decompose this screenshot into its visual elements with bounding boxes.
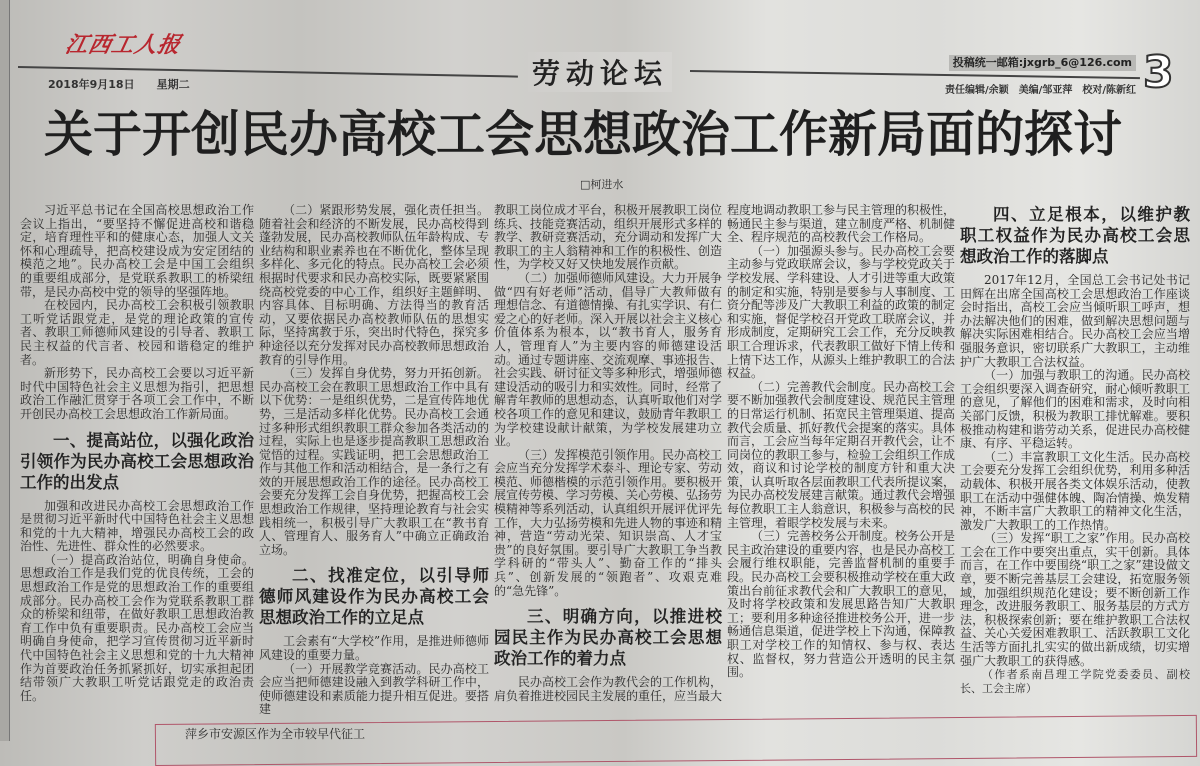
column-4 xyxy=(727,204,955,680)
paragraph: 2017年12月，全国总工会书记处书记田辉在出席全国高校工会思想政治工作座谈会时指出，高校工会应当倾听职工呼声，想办法解决他们的困难，做到解决思想问题与解决实际困难相结合。民办高校工会应当增强服务意识，密切联系广大教职工，主动维护广大教职工合法权益。 xyxy=(960,273,1190,369)
editor-in-charge: 责任编辑/余颖 xyxy=(945,85,1009,96)
paragraph: 教职工岗位成才平台，积极开展教职工岗位练兵、技能竞赛活动，组织开展形式多样的教学、教研竞赛活动，充分调动和发挥广大教职工的主人翁精神和工作的积极性、创造性，为学校又好又快地发展作贡献。 xyxy=(494,203,723,272)
header-rule-right xyxy=(690,70,1140,79)
newspaper-logo: 江西工人报 xyxy=(62,32,184,58)
paragraph: （三）发挥模范引领作用。民办高校工会应当充分发挥学术泰斗、理论专家、劳动模范、师德楷模的示范引领作用。要积极开展宣传劳模、学习劳模、关心劳模、弘扬劳模精神等系列活动，认真组织开展评优评先工作，大力弘扬劳模和先进人物的事迹和精神，营造“劳动光荣、知识崇高、人才宝贵”的良好氛围。要引导广大教职工争当教学科研的“带头人”、勤奋工作的“排头兵”、创新发展的“领跑者”、攻艰克难的“急先锋”。 xyxy=(494,447,723,598)
column-5 xyxy=(960,204,1190,695)
editor-credits xyxy=(935,84,1136,97)
bottom-article-frame xyxy=(155,715,1197,766)
next-article-snippet: 萍乡市安源区作为全市较早代征工 xyxy=(185,727,366,741)
paragraph: 工会素有“大学校”作用，是推进师德师风建设的重要力量。 xyxy=(259,634,489,663)
submission-email: 投稿统一邮箱:jxgrb_6@126.com xyxy=(949,55,1136,71)
issue-date xyxy=(48,76,212,92)
column-2-body-2 xyxy=(259,635,489,717)
section-heading-4: 四、立足根本，以维护教职工权益作为民办高校工会思想政治工作的落脚点 xyxy=(960,205,1190,266)
column-2 xyxy=(259,204,489,717)
paragraph: （三）发挥“职工之家”作用。民办高校工会在工作中要突出重点，实干创新。具体而言，在工作中要围绕“职工之家”建设做文章，要不断完善基层工会建设，拓宽服务领域，加强组织规范化建设；要不断创新工作理念，改进服务教职工、服务基层的方式方法，积极探索创新；要在维护教职工合法权益、关心关爱困难教职工、活跃教职工文化生活等方面扎扎实实的做出新成绩，切实增强广大教职工的获得感。 xyxy=(960,531,1190,668)
column-3-body xyxy=(494,204,722,598)
column-5-body xyxy=(960,274,1190,695)
column-1-body xyxy=(20,500,254,704)
article-title: 关于开创民办高校工会思想政治工作新局面的探讨 xyxy=(44,106,1123,163)
column-2-body xyxy=(259,204,489,557)
proofreader: 校对/陈新红 xyxy=(1082,85,1136,96)
section-heading-2: 二、找准定位，以引导师德师风建设作为民办高校工会思想政治工作的立足点 xyxy=(259,566,489,628)
column-4-body xyxy=(727,204,955,680)
author-note: （作者系南昌理工学院党委委员、副校长、工会主席） xyxy=(960,668,1190,695)
column-3-body-2 xyxy=(494,676,722,703)
paragraph: （三）完善校务公开制度。校务公开是民主政治建设的重要内容，也是民办高校工会履行维权职能，完善监督机制的重要手段。民办高校工会要积极推动学校在重大政策出台前征求教代会和广大教职工的意见，及时将学校政策和发展思路告知广大教职工；要利用多种途径推进校务公开，进一步畅通信息渠道，促进学校上下沟通，保障教职工对学校工作的知情权、参与权、表达权、监督权，努力营造公开透明的民主氛围。 xyxy=(727,529,956,680)
section-heading-3: 三、明确方向，以推进校园民主作为民办高校工会思想政治工作的着力点 xyxy=(494,607,722,669)
paragraph: 民办高校工会作为教代会的工作机构，肩负着推进校园民主发展的重任，应当最大 xyxy=(494,675,723,703)
paragraph: 加强和改进民办高校工会思想政治工作是贯彻习近平新时代中国特色社会主义思想和党的十九大精神，增强民办高校工会的政治性、先进性、群众性的必然要求。 xyxy=(20,498,254,554)
section-title: 劳动论坛 xyxy=(528,52,672,92)
weekday-text: 星期二 xyxy=(156,78,190,91)
paragraph: （二）完善教代会制度。民办高校工会要不断加强教代会制度建设、规范民主管理的日常运行机制、拓宽民主管理渠道、提高教代会质量、抓好教代会提案的落实。具体而言，工会应当每年定期召开教代会，让不同岗位的教职工参与，检验工会组织工作成效，商议和讨论学校的制度方针和重大决策，认真听取各层面教职工代表所提议案，为民办高校发展建言献策。通过教代会增强每位教职工主人翁意识，积极参与高校的民主管理，着眼学校发展与未来。 xyxy=(727,379,956,530)
column-1 xyxy=(20,204,254,703)
paragraph: （二）加强师德师风建设。大力开展争做“四有好老师”活动，倡导广大教师做有理想信念、有道德情操、有扎实学识、有仁爱之心的好老师。深入开展以社会主义核心价值体系为根本，以“教书育人，服务育人，管理育人”为主要内容的师德建设活动。通过专题讲座、交流观摩、事迹报告、社会实践、研讨征文等多种形式，增强师德建设活动的吸引力和实效性。同时，经常了解青年教师的思想动态，认真听取他们对学校各项工作的意见和建议，鼓励青年教职工为学校建设献计献策，为学校发展建功立业。 xyxy=(494,270,723,449)
article-byline: □柯进水 xyxy=(580,178,624,191)
page-number: 3 xyxy=(1143,47,1174,98)
paragraph: （一）加强与教职工的沟通。民办高校工会组织要深入调查研究，耐心倾听教职工的意见，了解他们的困难和需求，及时向相关部门反馈，积极为教职工排忧解难。要积极推动构建和谐劳动关系，促进民办高校健康、有序、平稳运转。 xyxy=(960,368,1190,451)
paragraph: （二）紧跟形势发展，强化责任担当。随着社会和经济的不断发展，民办高校得到蓬勃发展，民办高校教师队伍年龄构成、专业结构和职业素养也在不断优化，整体呈现多样化、多元化的特点。民办高校工会必须根据时代要求和民办高校实际，既要紧紧围绕高校党委的中心工作，组织好主题鲜明、内容具体、目标明确、方法得当的教育活动，又要依据民办高校教师队伍的思想实际，坚持寓教于乐，突出时代特色，探究多种途径以充分发挥对民办高校教师思想政治教育的引导作用。 xyxy=(259,203,489,367)
paragraph: （一）开展教学竞赛活动。民办高校工会应当把师德建设融入到教学科研工作中，使师德建设和素质能力提升相互促进。要搭建 xyxy=(259,661,489,717)
paragraph: （一）提高政治站位，明确自身使命。思想政治工作是我们党的优良传统，工会的思想政治工作是党的思想政治工作的重要组成部分。民办高校工会作为党联系教职工群众的桥梁和纽带，在做好教职工思想政治教育工作中负有重要职责。民办高校工会应当明确自身使命，把学习宣传贯彻习近平新时代中国特色社会主义思想和党的十九大精神作为首要政治任务抓紧抓好，切实承担起团结带领广大教职工听党话跟党走的政治责任。 xyxy=(20,552,254,703)
art-editor: 美编/邹亚萍 xyxy=(1018,85,1073,96)
paragraph: 习近平总书记在全国高校思想政治工作会议上指出，“要坚持不懈促进高校和谐稳定，培育理性平和的健康心态，加强人文关怀和心理疏导，把高校建设成为安定团结的模范之地”。民办高校工会是中国工会组织的重要组成部分，是党联系教职工的桥梁纽带，是民办高校中党的领导的坚强阵地。 xyxy=(20,203,254,299)
paragraph: 在校园内，民办高校工会积极引领教职工听党话跟党走，是党的理论政策的宣传者、教职工师德师风建设的引导者、教职工民主权益的代言者、校园和谐稳定的维护者。 xyxy=(20,298,254,367)
adjacent-page-edge xyxy=(0,0,10,741)
paragraph: 新形势下，民办高校工会要以习近平新时代中国特色社会主义思想为指引，把思想政治工作融汇贯穿于各项工会工作中，不断开创民办高校工会思想政治工作新局面。 xyxy=(20,366,254,421)
paragraph: （二）丰富教职工文化生活。民办高校工会要充分发挥工会组织优势，利用多种活动载体、积极开展各类文体娱乐活动，使教职工在活动中强健体魄、陶冶情操、焕发精神，不断丰富广大教职工的精神文化生活，激发广大教职工的工作热情。 xyxy=(960,449,1190,532)
column-3 xyxy=(494,204,722,703)
date-text: 2018年9月18日 xyxy=(48,78,135,91)
paragraph: （一）加强源头参与。民办高校工会要主动参与党政联席会议，参与学校党政关于学校发展、学科建设、人才引进等重大政策的制定和实施，特别是要参与人事制度、工资分配等涉及广大教职工利益的政策的制定和实施，督促学校召开党政工联席会议，并形成制度，定期研究工会工作，充分反映教职工合理诉求，代表教职工做好下情上传和上情下达工作，从源头上维护教职工的合法权益。 xyxy=(727,243,956,381)
paragraph: （三）发挥自身优势，努力开拓创新。民办高校工会在教职工思想政治工作中具有以下优势：一是组织优势，二是宣传阵地优势，三是活动多样化优势。民办高校工会通过多种形式组织教职工群众参加各类活动的过程，实际上也是逐步提高教职工思想政治觉悟的过程。实践证明，把工会思想政治工作与其他工作和活动相结合，是一条行之有效的开展思想政治工作的途径。民办高校工会要充分发挥工会自身优势，把握高校工会思想政治工作规律，坚持理论教育与社会实践相统一，积极引导广大教职工在“教书育人、管理育人、服务育人”中确立正确政治立场。 xyxy=(259,366,489,557)
section-heading-1: 一、提高站位，以强化政治引领作为民办高校工会思想政治工作的出发点 xyxy=(20,430,254,492)
column-1-intro xyxy=(20,204,254,422)
paragraph: 程度地调动教职工参与民主管理的积极性，畅通民主参与渠道，建立制度严格、机制健全、程序规范的高校教代会工作格局。 xyxy=(727,203,956,245)
